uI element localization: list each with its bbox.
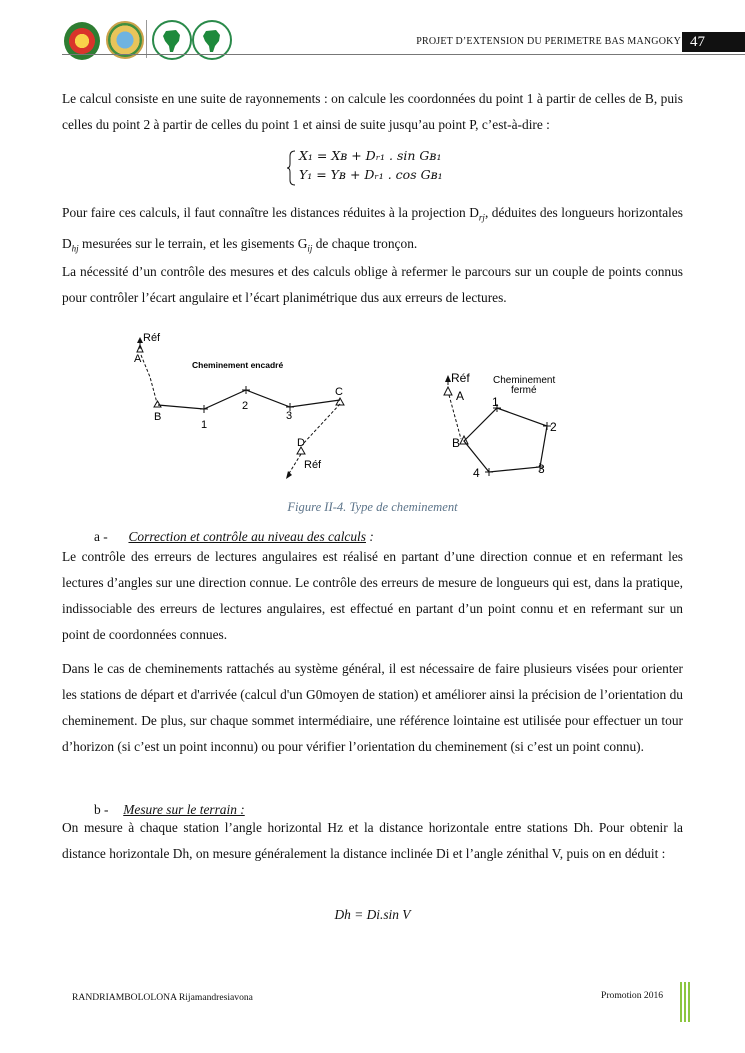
diagram-encadre: [134, 332, 344, 479]
closed-polygon: [464, 408, 547, 472]
paragraph-mesure: On mesure à chaque station l’angle horizontal Hz et la distance horizontale entre stations Dh. Pour obtenir la distance horizontale Dh, on mesure généralement la distance inclinée Di et l’angle zénithal V, puis on en déduit :: [62, 820, 683, 861]
p2-sub-ij: ij: [307, 243, 313, 254]
section-a-heading: [94, 529, 374, 545]
label-A-right: A: [456, 389, 465, 403]
label-B-right: B: [452, 436, 461, 450]
label-ref-right: Réf: [451, 371, 470, 385]
section-b-title: Mesure sur le terrain :: [123, 802, 245, 817]
curly-brace: [287, 150, 297, 186]
dashed-C-D: [302, 404, 340, 445]
triangle-A-right: [444, 387, 452, 395]
header-title: PROJET D’EXTENSION DU PERIMETRE BAS MANGOKY: [416, 36, 681, 47]
africa-icon: [194, 22, 230, 58]
paragraph-rayonnements: Le calcul consiste en une suite de rayonnements : on calcule les coordonnées du point 1 à partir de celles de B, puis celles du point 2 à partir de celles du point 1 et ainsi de suite jusqu’au point P, c’est-à-dire :: [62, 91, 683, 132]
label-D: D: [297, 437, 305, 449]
figure-cheminement: [0, 325, 745, 495]
paragraph-controle-erreurs: Le contrôle des erreurs de lectures angulaires est réalisé en partant d’une direction connue et en refermant les lectures d’angles sur une direction connue. Le contrôle des erreurs de mesure de longueurs qui est, dans la pratique, indissociable des erreurs de lectures angulaires, est effectué en partant d’un point connu et en refermant sur un point de coordonnées connues.: [62, 549, 683, 642]
title-ferme-2: fermé: [511, 385, 537, 396]
label-2-right: 2: [550, 420, 557, 434]
figure-caption: Figure II-4. Type de cheminement: [287, 500, 458, 514]
p2-text-d: de chaque tronçon.: [312, 235, 418, 251]
diagram-ferme: [444, 371, 557, 480]
label-3-left: 3: [286, 410, 293, 422]
section-a-colon: :: [366, 529, 374, 544]
label-ref-left: Réf: [143, 332, 161, 344]
dashed-A-B: [141, 355, 157, 403]
logo-divider: [146, 20, 147, 58]
header-rule: [62, 54, 745, 55]
label-1-right: 1: [492, 395, 499, 409]
footer-green-bar-2: [684, 982, 686, 1022]
p2-sub-rj: rj: [478, 212, 485, 223]
station-1: [200, 405, 208, 413]
label-2-left: 2: [242, 400, 249, 412]
section-a-title: Correction et contrôle au niveau des calculs: [128, 529, 366, 544]
paragraph-controle: La nécessité d’un contrôle des mesures et des calculs oblige à refermer le parcours sur un couple de points connus pour contrôler l’écart angulaire et l’écart planimétrique dus aux erreurs de lectures.: [62, 264, 683, 305]
traverse-line: [158, 390, 340, 409]
africa-icon: [154, 22, 190, 58]
p2-sub-hj: hj: [71, 243, 79, 254]
label-1-left: 1: [201, 419, 208, 431]
title-encadre: Cheminement encadré: [192, 360, 284, 370]
paragraph-distances: [62, 200, 683, 261]
footer-green-bar-3: [688, 982, 690, 1022]
footer-author: RANDRIAMBOLOLONA Rijamandresiavona: [72, 992, 253, 1003]
p2-text-b: , déduites des longueurs horizontales D: [62, 205, 684, 251]
footer-promotion: Promotion 2016: [601, 990, 664, 1001]
equation-y: Y₁ = Yʙ + Dᵣ₁ . cos Gʙ₁: [299, 167, 443, 182]
dashed-D-ref: [288, 454, 301, 475]
label-3-right: 3: [538, 462, 545, 476]
label-B-left: B: [154, 411, 162, 423]
triangle-B: [154, 401, 161, 407]
triangle-C: [336, 398, 344, 405]
label-A-left: A: [134, 353, 142, 365]
station-2: [242, 386, 250, 394]
label-4-right: 4: [473, 466, 480, 480]
section-b-marker: b -: [94, 802, 109, 817]
page-number: 47: [682, 32, 745, 52]
p2-text-a: Pour faire ces calculs, il faut connaître les distances réduites à la projection D: [62, 205, 479, 220]
equation-dh: Dh = Di.sin V: [334, 907, 411, 922]
title-ferme-1: Cheminement: [493, 375, 556, 386]
label-ref-left-bottom: Réf: [304, 459, 322, 471]
triangle-B-right: [460, 436, 468, 444]
paragraph-rattaches: Dans le cas de cheminements rattachés au système général, il est nécessaire de faire plusieurs visées pour orienter les stations de départ et d'arrivée (calcul d'un G0moyen de station) et améliorer ainsi la précision de l’orientation du cheminement. De plus, sur chaque sommet intermédiaire, une référence lointaine est utilisée pour effectuer un tour d’horizon (si c’est un point inconnu) ou pour vérifier l’orientation du cheminement (si c’est un point connu).: [62, 661, 683, 754]
arrow-head-down: [286, 471, 292, 479]
p2-text-c: mesurées sur le terrain, et les gisements G: [78, 235, 308, 251]
footer-green-bar-1: [680, 982, 682, 1022]
label-C: C: [335, 386, 343, 398]
section-a-marker: a -: [94, 529, 108, 544]
equation-x: X₁ = Xʙ + Dᵣ₁ . sin Gʙ₁: [299, 148, 442, 163]
